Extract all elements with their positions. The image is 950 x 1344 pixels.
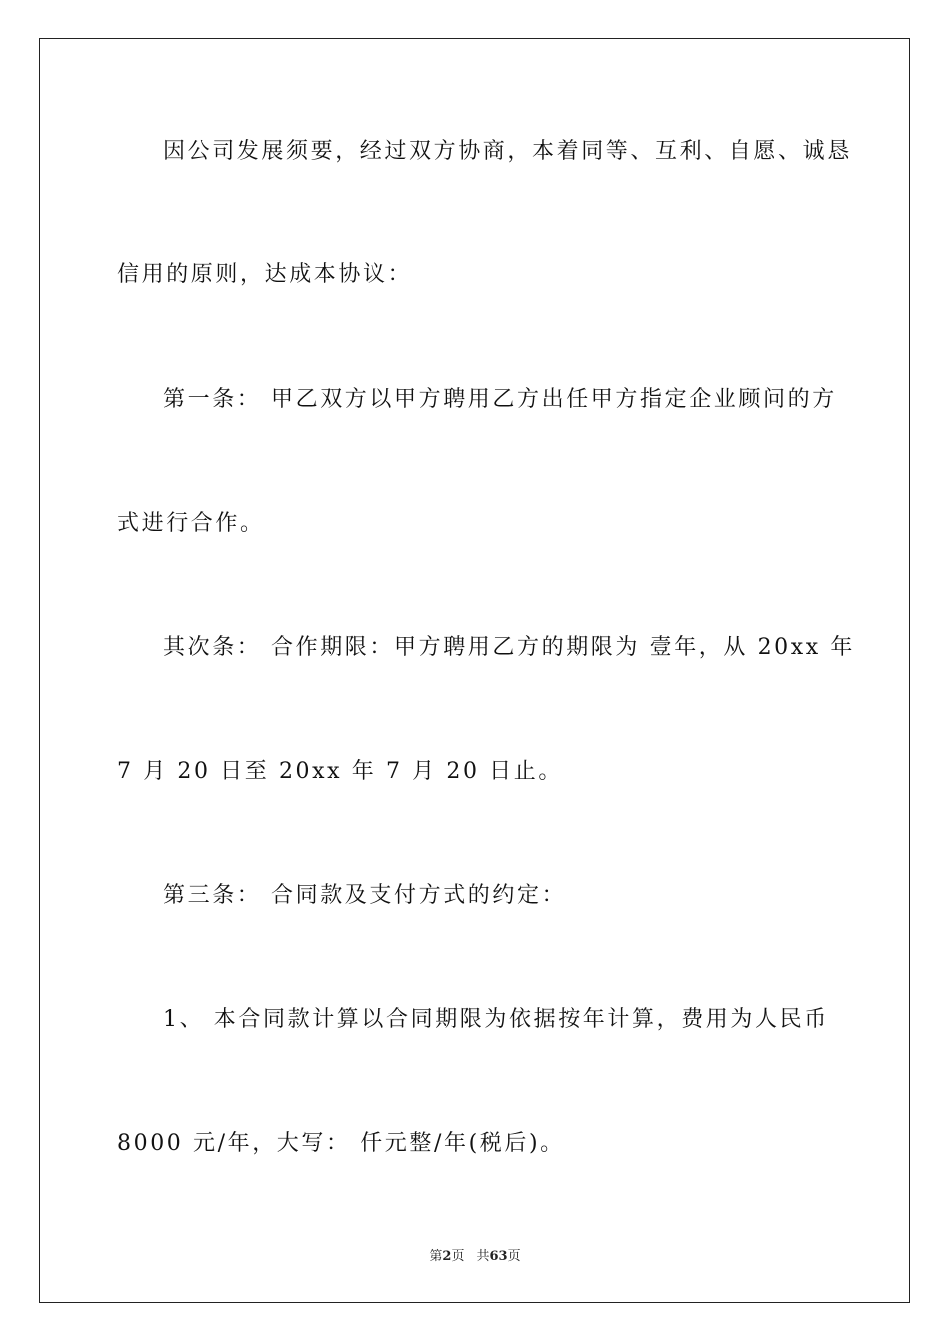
clause-1-line-2: 8000 元/年，大写： 仟元整/年(税后)。 — [117, 1131, 565, 1156]
page-border — [39, 38, 910, 1303]
article-2-line-2: 7 月 20 日至 20xx 年 7 月 20 日止。 — [117, 759, 563, 784]
page-footer — [0, 1248, 950, 1266]
paragraph-intro-line-1: 因公司发展须要，经过双方协商，本着同等、互利、自愿、诚恳 — [163, 139, 852, 164]
article-2-line-1: 其次条： 合作期限：甲方聘用乙方的期限为 壹年，从 20xx 年 — [163, 635, 855, 660]
article-1-line-1: 第一条： 甲乙双方以甲方聘用乙方出任甲方指定企业顾问的方 — [163, 387, 837, 412]
total-pages: 63 — [489, 1249, 508, 1264]
article-3-heading: 第三条： 合同款及支付方式的约定： — [163, 883, 567, 908]
article-1-line-2: 式进行合作。 — [117, 511, 265, 536]
clause-1-line-1: 1、 本合同款计算以合同期限为依据按年计算，费用为人民币 — [163, 1007, 829, 1032]
total-suffix: 页 — [507, 1249, 521, 1264]
page-prefix: 第 — [429, 1249, 443, 1264]
page-number: 2 — [442, 1249, 452, 1264]
paragraph-intro-line-2: 信用的原则，达成本协议： — [117, 262, 413, 287]
total-prefix: 共 — [476, 1249, 490, 1264]
page-suffix: 页 — [451, 1249, 465, 1264]
